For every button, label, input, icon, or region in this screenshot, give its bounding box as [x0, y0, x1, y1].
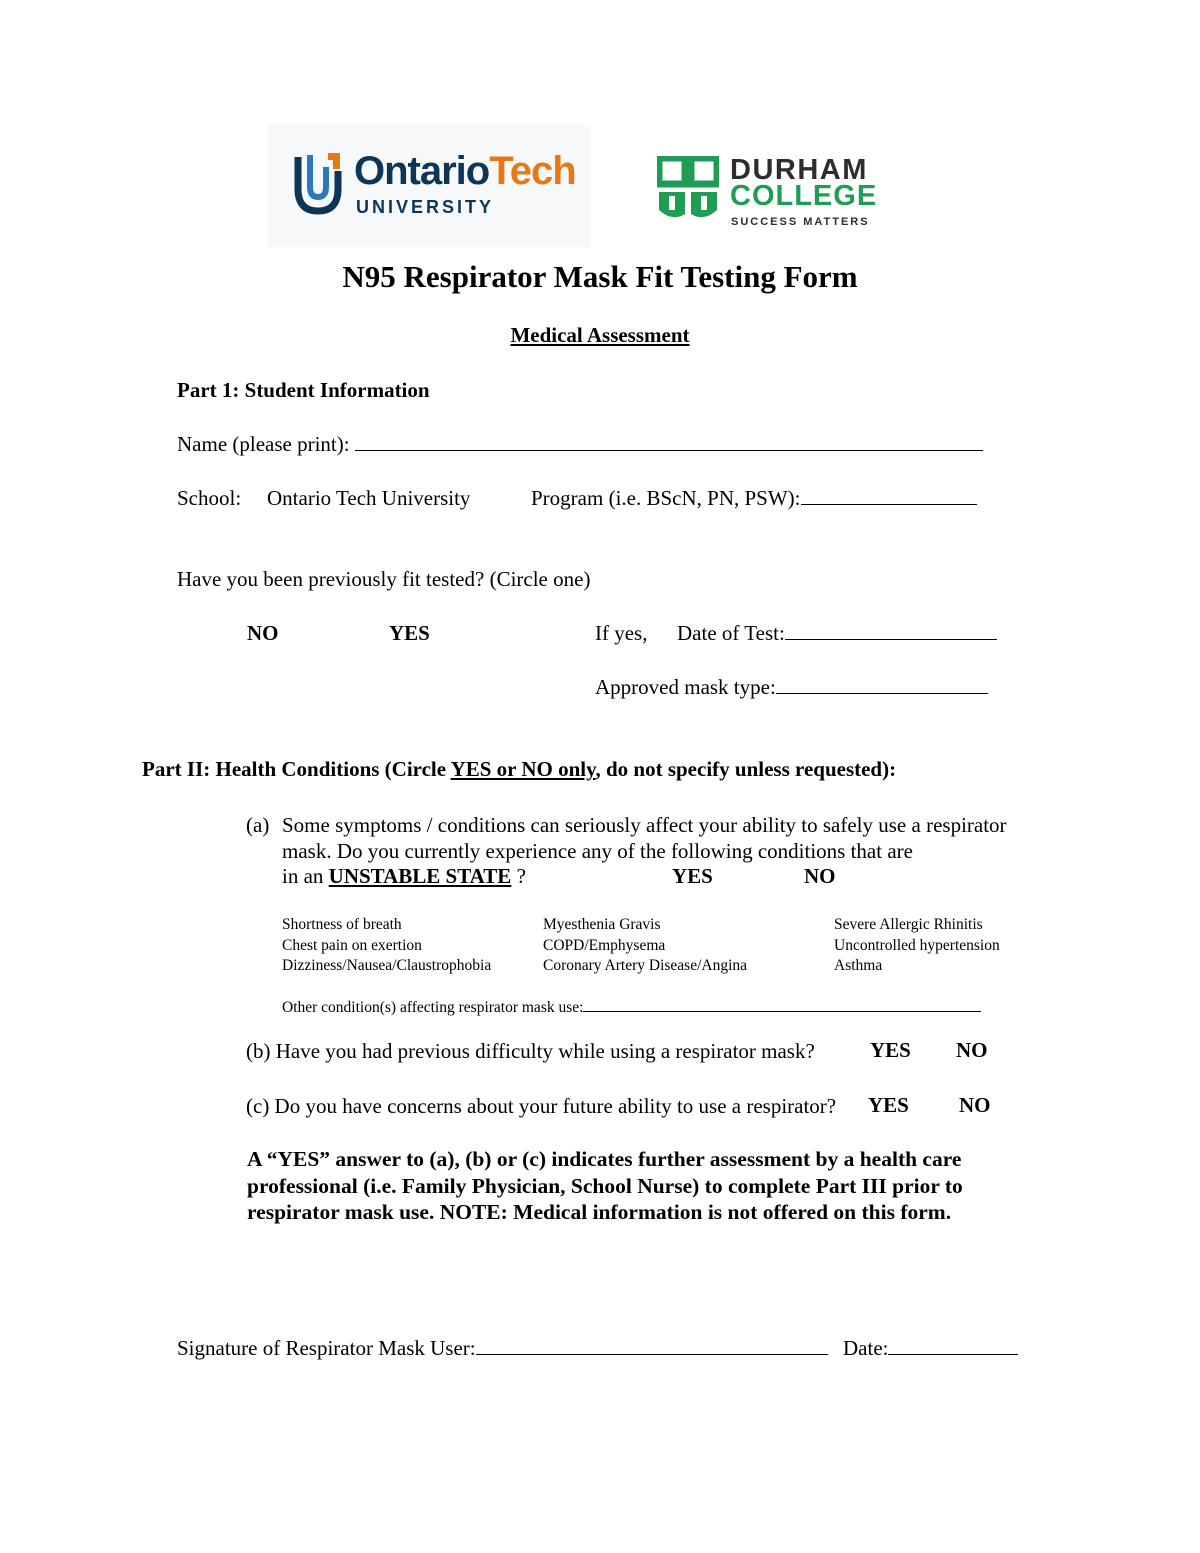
condition-r2-c3: Uncontrolled hypertension [834, 937, 1000, 954]
school-label: School: [177, 486, 242, 510]
ontario-tech-subtitle: UNIVERSITY [356, 197, 495, 217]
question-a-line3 [282, 864, 526, 889]
assessment-notice: A “YES” answer to (a), (b) or (c) indicates further assessment by a health care professional (i.e. Family Physician, School Nurse) to complete Part III prior to respirator mask use. NOTE: Medical information is not offered on this form. [247, 1147, 963, 1224]
program-label: Program (i.e. BScN, PN, PSW): [531, 486, 801, 510]
other-condition-label: Other condition(s) affecting respirator mask use: [282, 999, 584, 1016]
name-row [177, 432, 983, 457]
mask-type-field[interactable] [776, 676, 988, 694]
question-c-no[interactable]: NO [959, 1093, 991, 1117]
question-a-in: in an [282, 864, 324, 888]
condition-r2-c1: Chest pain on exertion [282, 937, 422, 954]
part2-heading-a: Part II: Health Conditions (Circle [142, 757, 451, 781]
name-field[interactable] [355, 433, 983, 451]
durham-line2: COLLEGE [730, 180, 878, 212]
question-a-qmark: ? [516, 864, 526, 888]
question-a-yes[interactable]: YES [672, 864, 713, 888]
question-b-no[interactable]: NO [956, 1038, 988, 1062]
question-c-text: (c) Do you have concerns about your future ability to use a respirator? [246, 1094, 837, 1118]
question-a-body: Some symptoms / conditions can seriously affect your ability to safely use a respirator mask. Do you currently experience any of the following conditions that are [282, 813, 1007, 863]
date-of-test-label: Date of Test: [677, 621, 785, 645]
condition-r2-c2: COPD/Emphysema [543, 937, 666, 954]
question-a-label: (a) [246, 813, 270, 837]
question-a-text [282, 813, 1032, 864]
part2-heading [142, 757, 896, 782]
part2-heading-emph: YES or NO only [450, 757, 596, 781]
signature-date-row [843, 1336, 1018, 1361]
condition-r1-c2: Myesthenia Gravis [543, 916, 661, 933]
program-field[interactable] [801, 487, 977, 505]
ontario-tech-emblem-icon [292, 151, 344, 217]
ontario-tech-logo [268, 125, 590, 247]
date-of-test-field[interactable] [785, 622, 997, 640]
mask-type-row [595, 675, 988, 700]
signature-field[interactable] [476, 1337, 828, 1355]
durham-college-logo [655, 150, 878, 235]
part1-heading: Part 1: Student Information [177, 378, 430, 402]
signature-row [177, 1336, 828, 1361]
other-condition-field[interactable] [583, 998, 981, 1012]
school-value: Ontario Tech University [267, 486, 471, 510]
condition-r3-c3: Asthma [834, 957, 883, 974]
form-title: N95 Respirator Mask Fit Testing Form [342, 259, 858, 294]
question-b-text: (b) Have you had previous difficulty while using a respirator mask? [246, 1039, 815, 1063]
other-condition-row [282, 998, 981, 1017]
date-of-test-row [677, 621, 997, 646]
durham-line1: DURHAM [730, 154, 868, 186]
ontario-tech-wordmark: OntarioTech [354, 149, 576, 193]
fit-question: Have you been previously fit tested? (Circle one) [177, 567, 591, 591]
form-subtitle: Medical Assessment [510, 323, 690, 347]
condition-r3-c2: Coronary Artery Disease/Angina [543, 957, 748, 974]
fit-yes-option[interactable]: YES [389, 621, 430, 645]
fit-no-option[interactable]: NO [247, 621, 279, 645]
name-label: Name (please print): [177, 432, 350, 456]
signature-date-field[interactable] [888, 1337, 1018, 1355]
if-yes-label: If yes, [595, 621, 648, 645]
durham-college-emblem-icon [657, 156, 719, 228]
condition-r1-c1: Shortness of breath [282, 916, 402, 933]
mask-type-label: Approved mask type: [595, 675, 776, 699]
signature-label: Signature of Respirator Mask User: [177, 1336, 476, 1360]
condition-r1-c3: Severe Allergic Rhinitis [834, 916, 983, 933]
part2-heading-b: , do not specify unless requested): [595, 757, 897, 781]
durham-line3: SUCCESS MATTERS [731, 216, 870, 228]
question-a-no[interactable]: NO [804, 864, 836, 888]
program-row [531, 486, 977, 511]
question-c-yes[interactable]: YES [868, 1093, 909, 1117]
signature-date-label: Date: [843, 1336, 889, 1360]
question-b-yes[interactable]: YES [870, 1038, 911, 1062]
condition-r3-c1: Dizziness/Nausea/Claustrophobia [282, 957, 492, 974]
unstable-state-text: UNSTABLE STATE [328, 864, 512, 888]
